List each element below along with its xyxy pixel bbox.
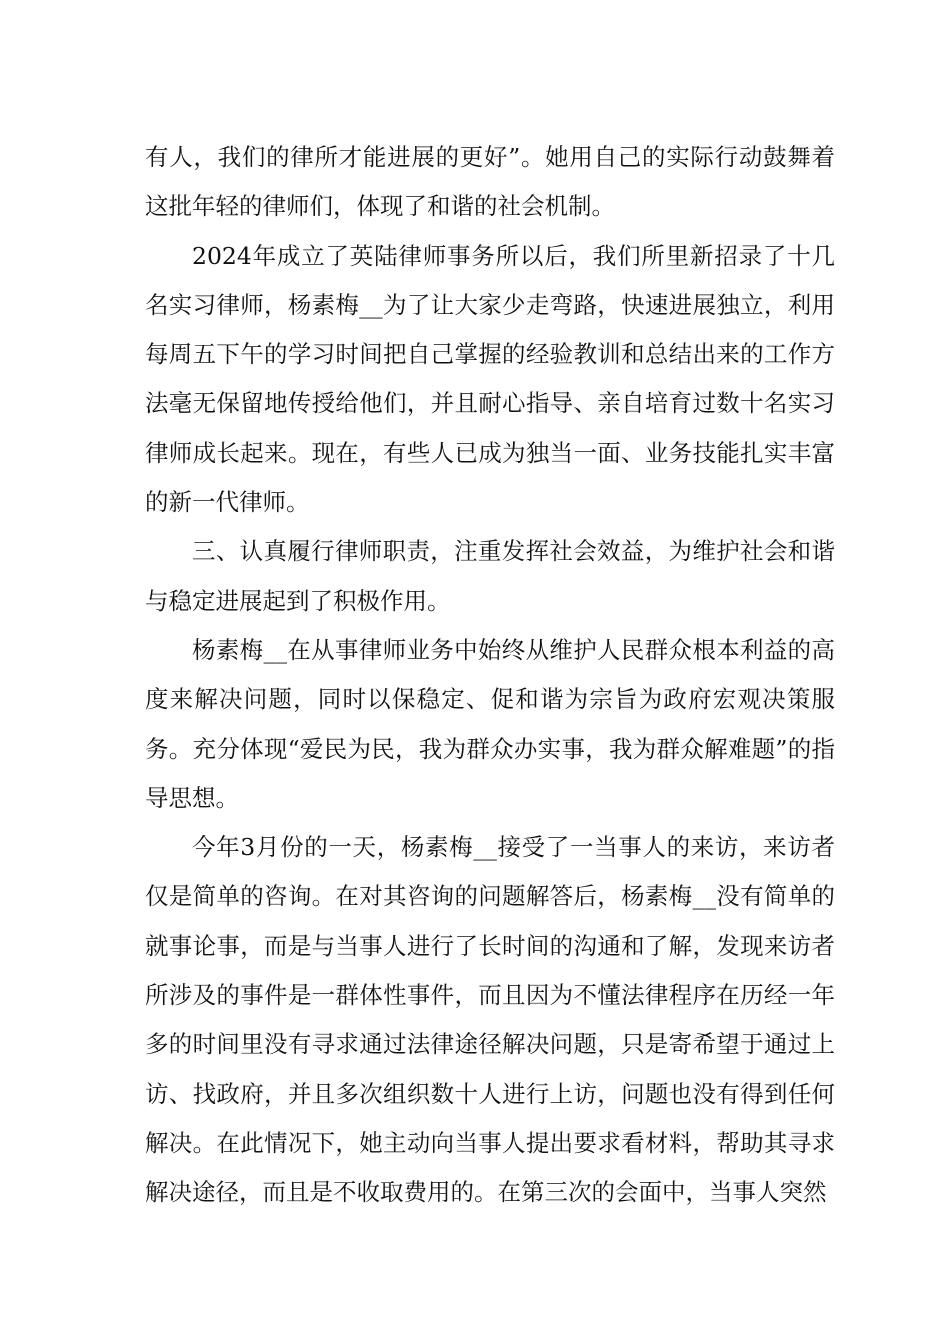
paragraph-4: 杨素梅__在从事律师业务中始终从维护人民群众根本利益的高度来解决问题，同时以保稳定、促和谐为宗旨为政府宏观决策服务。充分体现“爱民为民，我为群众办实事，我为群众解难题”的指导思想。 — [145, 635, 835, 812]
paragraph-1: 有人，我们的律所才能进展的更好”。她用自己的实际行动鼓舞着这批年轻的律师们，体现了和谐的社会机制。 — [145, 143, 835, 221]
paragraph-5: 今年3月份的一天，杨素梅__接受了一当事人的来访，来访者仅是简单的咨询。在对其咨询的问题解答后，杨素梅__没有简单的就事论事，而是与当事人进行了长时间的沟通和了解，发现来访者所涉及的事件是一群体性事件，而且因为不懂法律程序在历经一年多的时间里没有寻求通过法律途径解决问题，只是寄希望于通过上访、找政府，并且多次组织数十人进行上访，问题也没有得到任何解决。在此情况下，她主动向当事人提出要求看材料，帮助其寻求解决途径，而且是不收取费用的。在第三次的会面中，当事人突然 — [145, 833, 835, 1207]
document-page — [145, 133, 835, 1218]
paragraph-3-heading: 三、认真履行律师职责，注重发挥社会效益，为维护社会和谐与稳定进展起到了积极作用。 — [145, 537, 835, 615]
paragraph-2: 2024年成立了英陆律师事务所以后，我们所里新招录了十几名实习律师，杨素梅__为了让大家少走弯路，快速进展独立，利用每周五下午的学习时间把自己掌握的经验教训和总结出来的工作方法毫无保留地传授给他们，并且耐心指导、亲自培育过数十名实习律师成长起来。现在，有些人已成为独当一面、业务技能扎实丰富的新一代律师。 — [145, 241, 835, 517]
